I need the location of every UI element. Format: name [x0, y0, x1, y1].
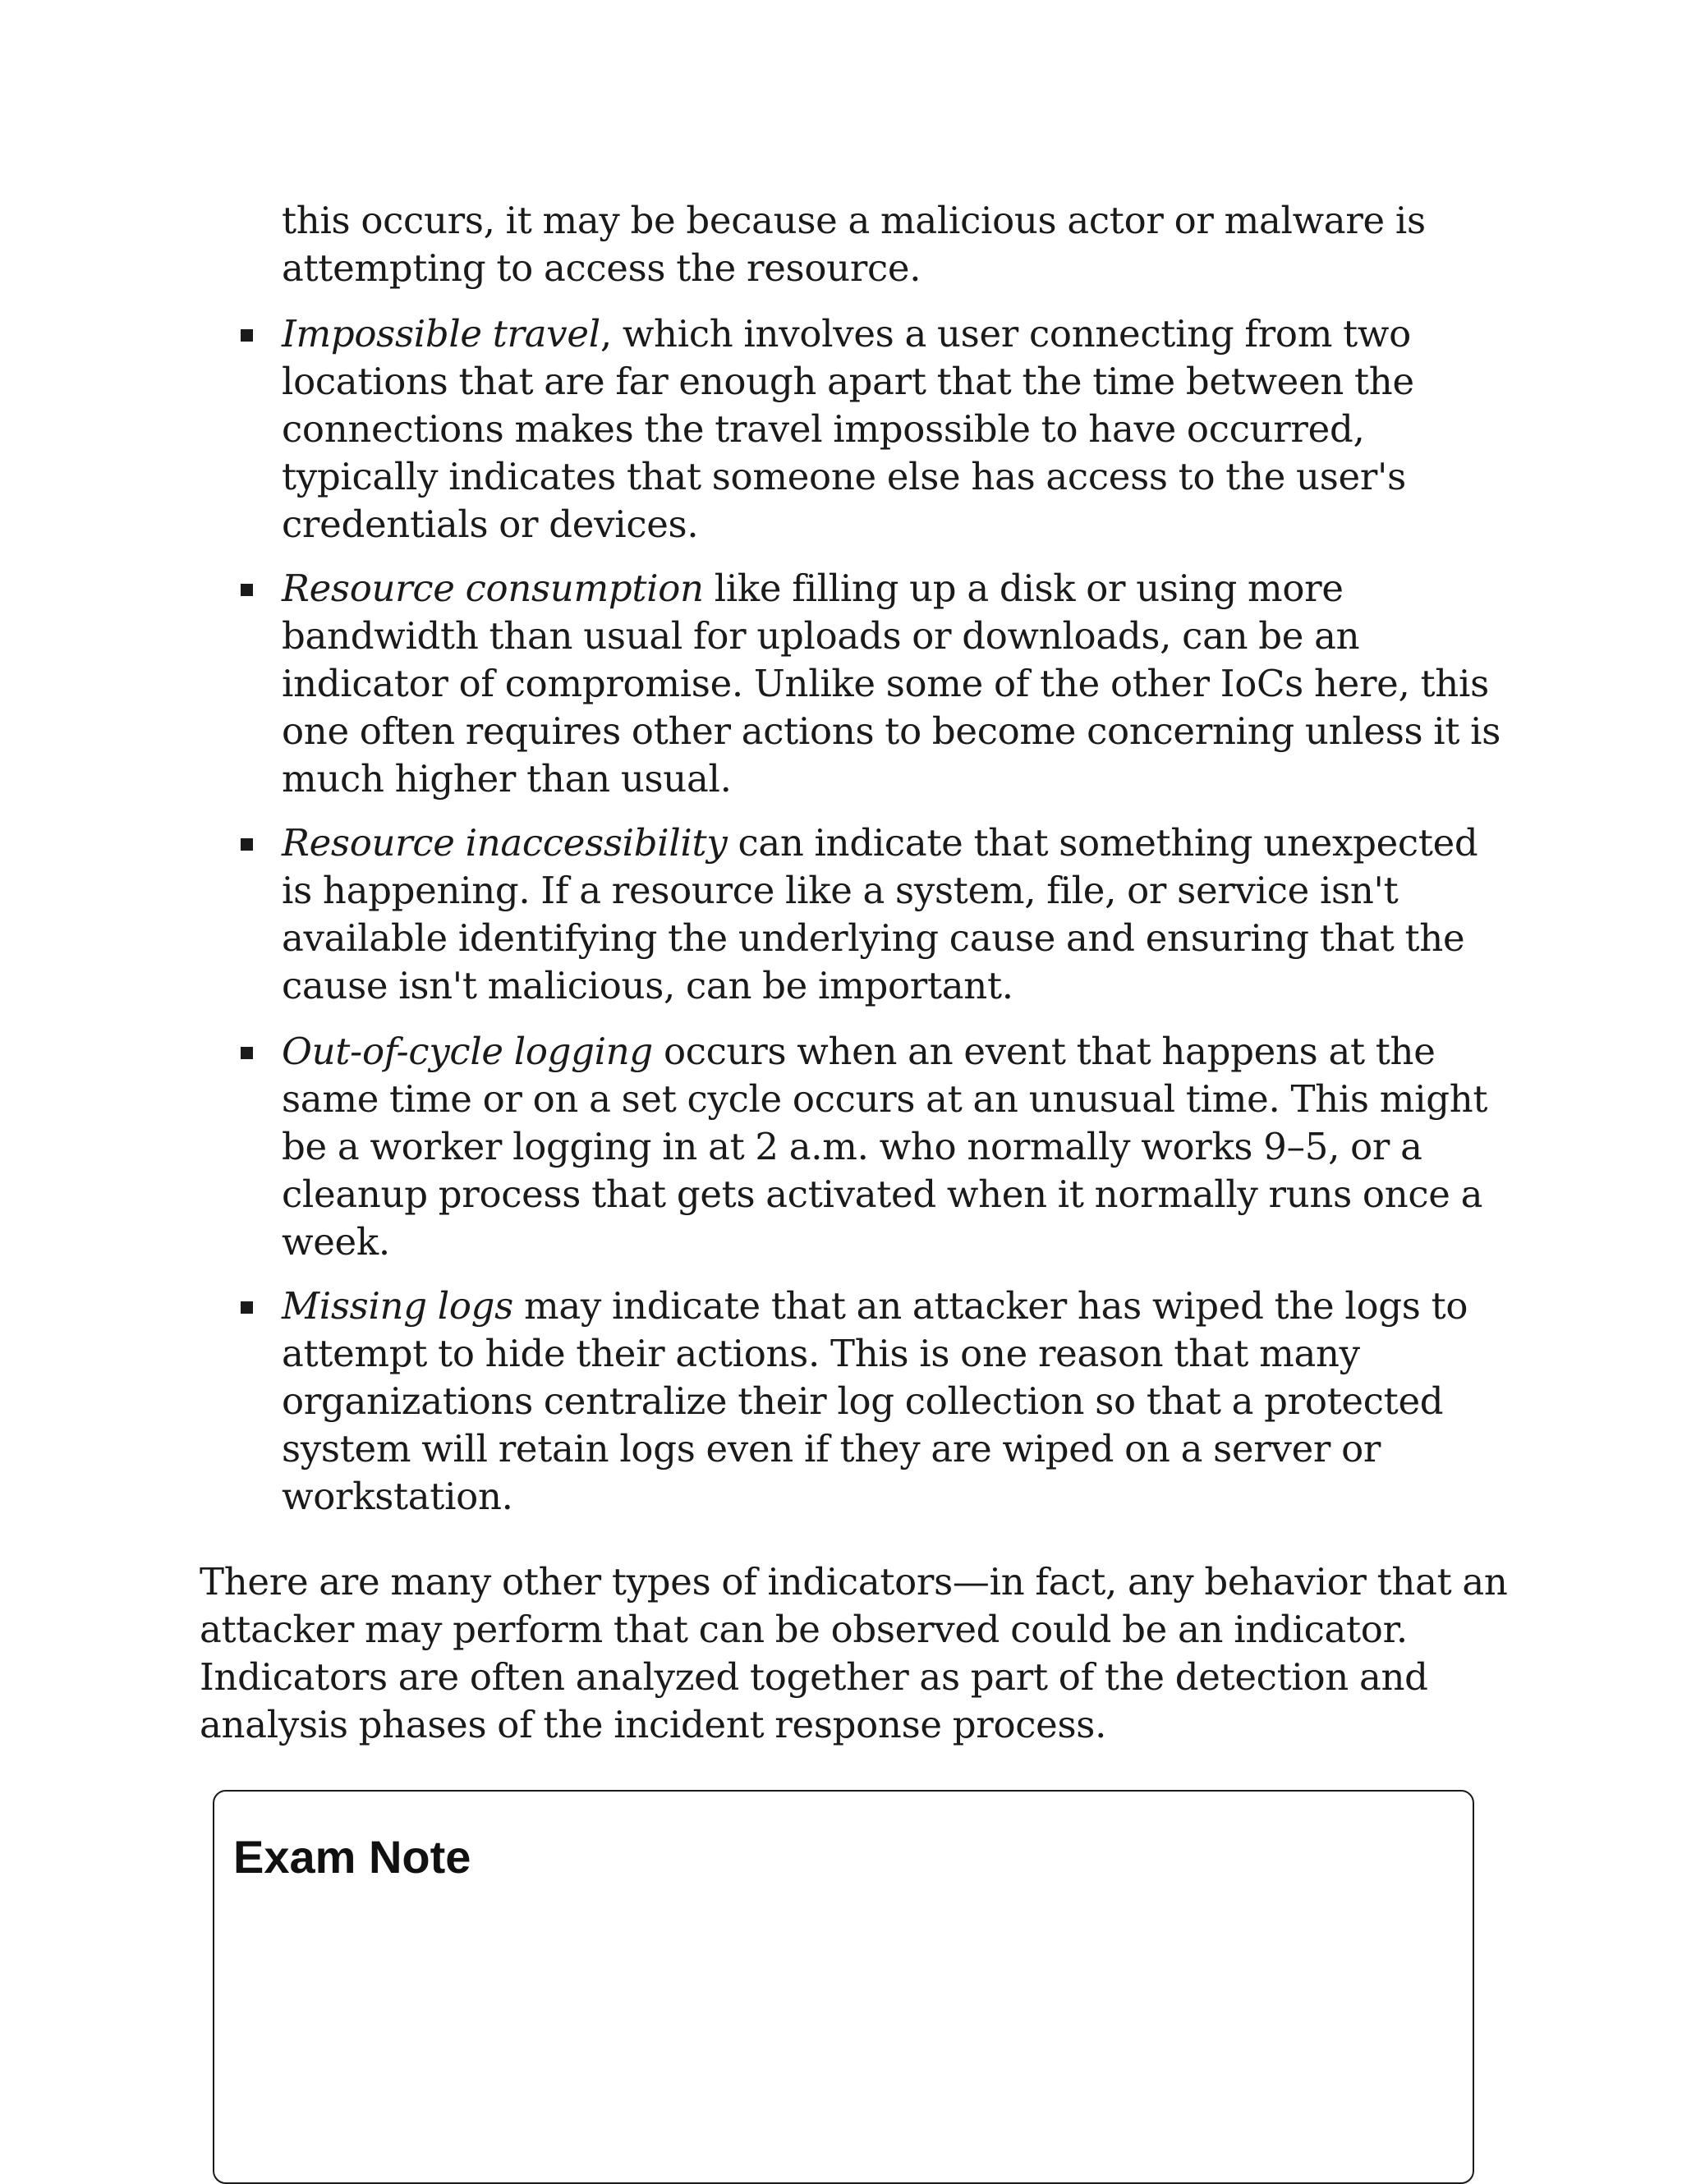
- text-line: cleanup process that gets activated when it normally runs once a: [282, 1172, 1483, 1216]
- text-line: same time or on a set cycle occurs at an unusual time. This might: [282, 1077, 1488, 1121]
- text-line: available identifying the underlying cause and ensuring that the: [282, 916, 1465, 960]
- text-line: connections makes the travel impossible to have occurred,: [282, 407, 1365, 451]
- text-line: is happening. If a resource like a system, file, or service isn't: [282, 869, 1399, 912]
- term: Resource inaccessibility: [282, 821, 728, 865]
- text-line: week.: [282, 1220, 390, 1264]
- square-bullet-icon: [241, 1301, 253, 1314]
- text-line: system will retain logs even if they are wiped on a server or: [282, 1427, 1381, 1471]
- text-span: occurs when an event that happens at the: [652, 1030, 1436, 1073]
- term: Impossible travel: [282, 312, 600, 356]
- text-line: Indicators are often analyzed together as part of the detection and: [200, 1655, 1428, 1699]
- term: Missing logs: [282, 1284, 513, 1328]
- text-line: locations that are far enough apart that the time between the: [282, 360, 1414, 403]
- text-line: [282, 1282, 1468, 1330]
- text-line: There are many other types of indicators—in fact, any behavior that an: [200, 1560, 1508, 1604]
- square-bullet-icon: [241, 584, 253, 596]
- exam-note-title: Exam Note: [233, 1831, 471, 1883]
- text-line: [282, 565, 1500, 613]
- text-line: workstation.: [282, 1475, 513, 1518]
- text-line: analysis phases of the incident response process.: [200, 1703, 1107, 1746]
- text-span: like filling up a disk or using more: [703, 567, 1344, 610]
- text-line: [282, 819, 1477, 867]
- term: Resource consumption: [282, 567, 704, 610]
- list-item-resource-inaccessibility: [282, 819, 1477, 1010]
- list-item-impossible-travel: [282, 310, 1414, 548]
- text-line: this occurs, it may be because a malicious actor or malware is: [282, 199, 1426, 242]
- text-line: [282, 310, 1414, 358]
- text-line: bandwidth than usual for uploads or downloads, can be an: [282, 614, 1360, 658]
- body-paragraph: [200, 1558, 1508, 1749]
- text-span: may indicate that an attacker has wiped the logs to: [512, 1284, 1468, 1328]
- text-line: typically indicates that someone else has access to the user's: [282, 455, 1406, 498]
- text-line: indicator of compromise. Unlike some of the other IoCs here, this: [282, 662, 1489, 705]
- text-line: one often requires other actions to become concerning unless it is: [282, 709, 1501, 753]
- list-item-resource-consumption: [282, 565, 1500, 803]
- exam-note-box: [213, 1790, 1474, 2184]
- text-line: organizations centralize their log collection so that a protected: [282, 1379, 1444, 1423]
- text-line: much higher than usual.: [282, 757, 732, 801]
- text-span: , which involves a user connecting from two: [600, 312, 1411, 356]
- square-bullet-icon: [241, 1047, 253, 1059]
- text-line: attempting to access the resource.: [282, 246, 921, 290]
- list-item-missing-logs: [282, 1282, 1468, 1521]
- text-line: attacker may perform that can be observed could be an indicator.: [200, 1608, 1408, 1651]
- text-line: credentials or devices.: [282, 502, 699, 546]
- text-line: be a worker logging in at 2 a.m. who normally works 9–5, or a: [282, 1125, 1422, 1168]
- text-span: can indicate that something unexpected: [727, 821, 1478, 865]
- text-line: attempt to hide their actions. This is one reason that many: [282, 1332, 1360, 1375]
- list-item-out-of-cycle-logging: [282, 1028, 1487, 1266]
- text-line: cause isn't malicious, can be important.: [282, 964, 1013, 1007]
- square-bullet-icon: [241, 329, 253, 342]
- text-line: [282, 1028, 1487, 1076]
- square-bullet-icon: [241, 838, 253, 851]
- term: Out-of-cycle logging: [282, 1030, 653, 1073]
